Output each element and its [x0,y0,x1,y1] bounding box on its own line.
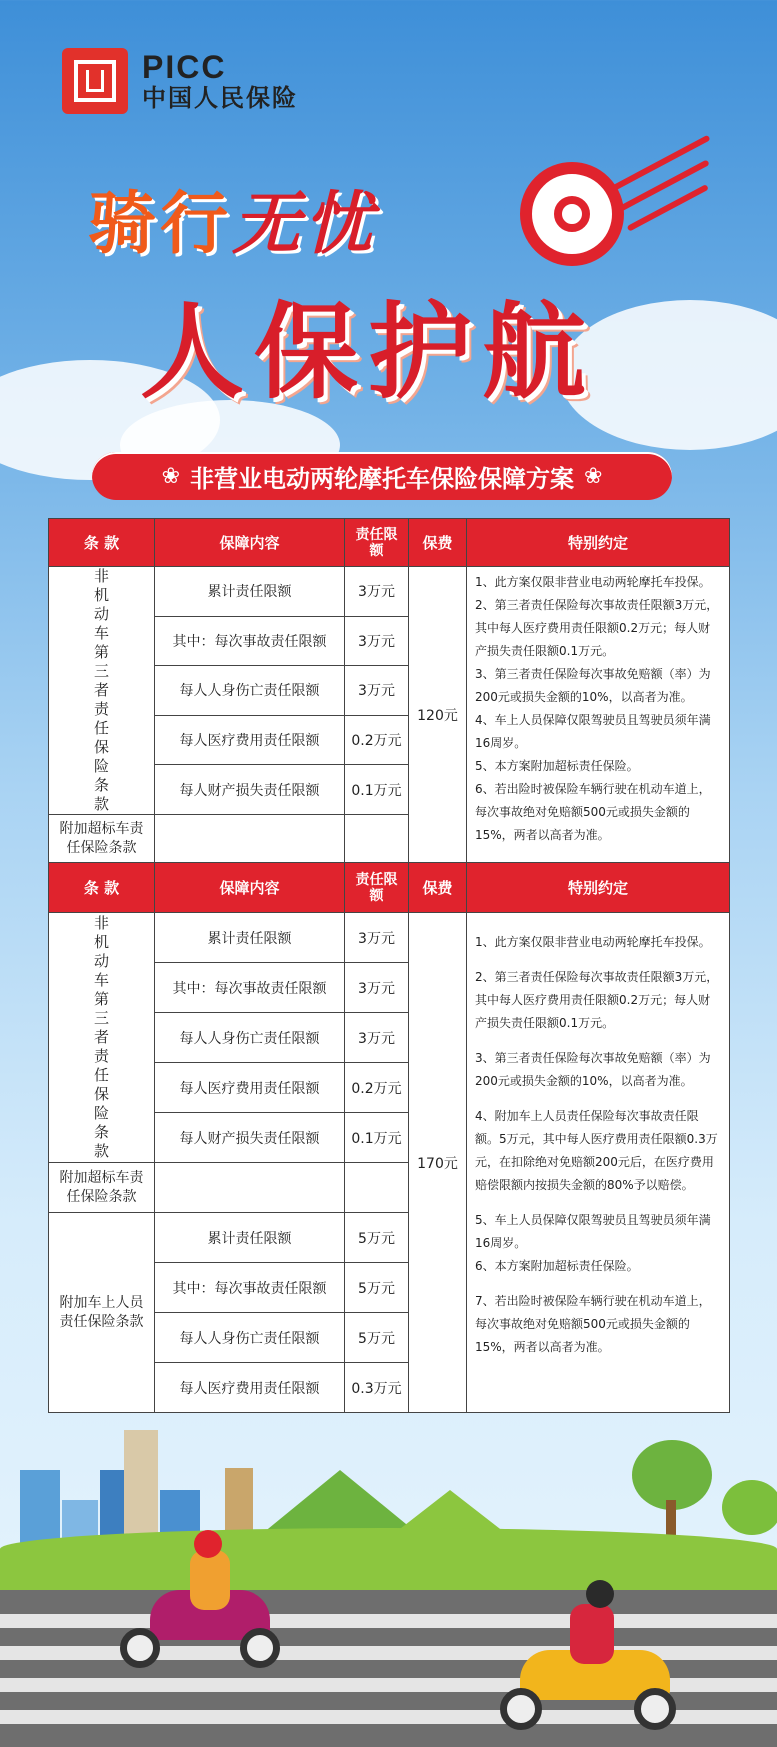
coverage-limit: 3万元 [345,913,409,963]
header-content: 保障内容 [155,863,345,913]
coverage-limit: 5万元 [345,1263,409,1313]
headline-part1: 骑行 [88,185,233,264]
coverage-item: 每人医疗费用责任限额 [155,1063,345,1113]
header-content: 保障内容 [155,519,345,567]
coverage-table-plan-1 [48,518,730,863]
coverage-limit: 3万元 [345,616,409,666]
special-term: 1、此方案仅限非营业电动两轮摩托车投保。 [475,575,711,589]
scooter-rider-right [500,1600,680,1730]
coverage-limit: 0.1万元 [345,1113,409,1163]
empty-cell [345,815,409,863]
plan-title: 非营业电动两轮摩托车保险保障方案 [190,464,574,493]
wheel-icon [520,162,624,266]
header-premium: 保费 [409,519,467,567]
empty-cell [155,815,345,863]
coverage-item: 累计责任限额 [155,1213,345,1263]
coverage-limit: 0.2万元 [345,1063,409,1113]
header-premium: 保费 [409,863,467,913]
header-limit: 责任限额 [345,519,409,567]
special-term: 4、附加车上人员责任保险每次事故责任限额。5万元，其中每人医疗费用责任限额0.3万元，在扣除绝对免赔额200元后，在医疗费用赔偿限额内按损失金额的80%予以赔偿。 [475,1109,718,1192]
header-special-terms: 特别约定 [467,519,730,567]
coverage-item: 每人人身伤亡责任限额 [155,1013,345,1063]
clause-onboard: 附加车上人员责任保险条款 [49,1213,155,1413]
special-term: 3、第三者责任保险每次事故免赔额（率）为200元或损失金额的10%，以高者为准。 [475,667,711,704]
coverage-item: 累计责任限额 [155,913,345,963]
speed-streak [627,184,709,232]
clause-cell: 非机动车第三者责任保险条款 [49,567,155,815]
coverage-limit: 3万元 [345,963,409,1013]
coverage-item: 每人人身伤亡责任限额 [155,666,345,716]
premium-cell: 120元 [409,567,467,863]
headline-line2: 人保护航 [140,291,597,413]
special-term: 6、本方案附加超标责任保险。 [475,1259,639,1273]
coverage-item: 每人财产损失责任限额 [155,1113,345,1163]
plan-title-banner [92,452,672,500]
coverage-limit: 3万元 [345,666,409,716]
brand-name-cn: 中国人民保险 [142,84,298,112]
coverage-item: 其中：每次事故责任限额 [155,1263,345,1313]
coverage-limit: 5万元 [345,1313,409,1363]
empty-cell [345,1163,409,1213]
special-terms [467,567,730,863]
coverage-limit: 3万元 [345,1013,409,1063]
coverage-item: 其中：每次事故责任限额 [155,616,345,666]
special-term: 2、第三者责任保险每次事故责任限额3万元，其中每人医疗费用责任限额0.2万元；每人财产损失责任限额0.1万元。 [475,970,719,1030]
brand-logo [62,48,298,114]
special-term: 4、车上人员保障仅限驾驶员且驾驶员须年满16周岁。 [475,713,711,750]
premium-cell: 170元 [409,913,467,1413]
flower-icon: ❀ [584,463,603,489]
speed-streak [619,159,710,211]
coverage-item: 每人医疗费用责任限额 [155,715,345,765]
coverage-limit: 0.1万元 [345,765,409,815]
grass [0,1528,777,1598]
picc-emblem-icon [62,48,128,114]
special-terms [467,913,730,1413]
special-term: 6、若出险时被保险车辆行驶在机动车道上，每次事故绝对免赔额500元或损失金额的15%，两者以高者为准。 [475,782,711,842]
coverage-item: 其中：每次事故责任限额 [155,963,345,1013]
coverage-item: 每人财产损失责任限额 [155,765,345,815]
flower-icon: ❀ [161,463,180,489]
headline-line1 [88,170,376,267]
empty-cell [155,1163,345,1213]
clause-extra: 附加超标车责任保险条款 [49,1163,155,1213]
special-term: 7、若出险时被保险车辆行驶在机动车道上，每次事故绝对免赔额500元或损失金额的15%，两者以高者为准。 [475,1294,711,1354]
special-term: 2、第三者责任保险每次事故责任限额3万元，其中每人医疗费用责任限额0.2万元；每人财产损失责任限额0.1万元。 [475,598,719,658]
coverage-item: 累计责任限额 [155,567,345,617]
special-term: 5、本方案附加超标责任保险。 [475,759,639,773]
coverage-limit: 0.3万元 [345,1363,409,1413]
coverage-table-plan-2 [48,862,730,1413]
special-term: 3、第三者责任保险每次事故免赔额（率）为200元或损失金额的10%，以高者为准。 [475,1051,711,1088]
special-term: 1、此方案仅限非营业电动两轮摩托车投保。 [475,935,711,949]
header-clause: 条 款 [49,519,155,567]
special-term: 5、车上人员保障仅限驾驶员且驾驶员须年满16周岁。 [475,1213,711,1250]
coverage-item: 每人医疗费用责任限额 [155,1363,345,1413]
clause-cell: 非机动车第三者责任保险条款 [49,913,155,1163]
header-clause: 条 款 [49,863,155,913]
coverage-limit: 3万元 [345,567,409,617]
brand-name-en: PICC [142,49,227,85]
coverage-limit: 0.2万元 [345,715,409,765]
coverage-item: 每人人身伤亡责任限额 [155,1313,345,1363]
scooter-rider-left [120,1550,280,1670]
clause-extra: 附加超标车责任保险条款 [49,815,155,863]
coverage-limit: 5万元 [345,1213,409,1263]
tree [722,1480,777,1535]
headline-part2: 无忧 [232,185,377,264]
header-special-terms: 特别约定 [467,863,730,913]
header-limit: 责任限额 [345,863,409,913]
